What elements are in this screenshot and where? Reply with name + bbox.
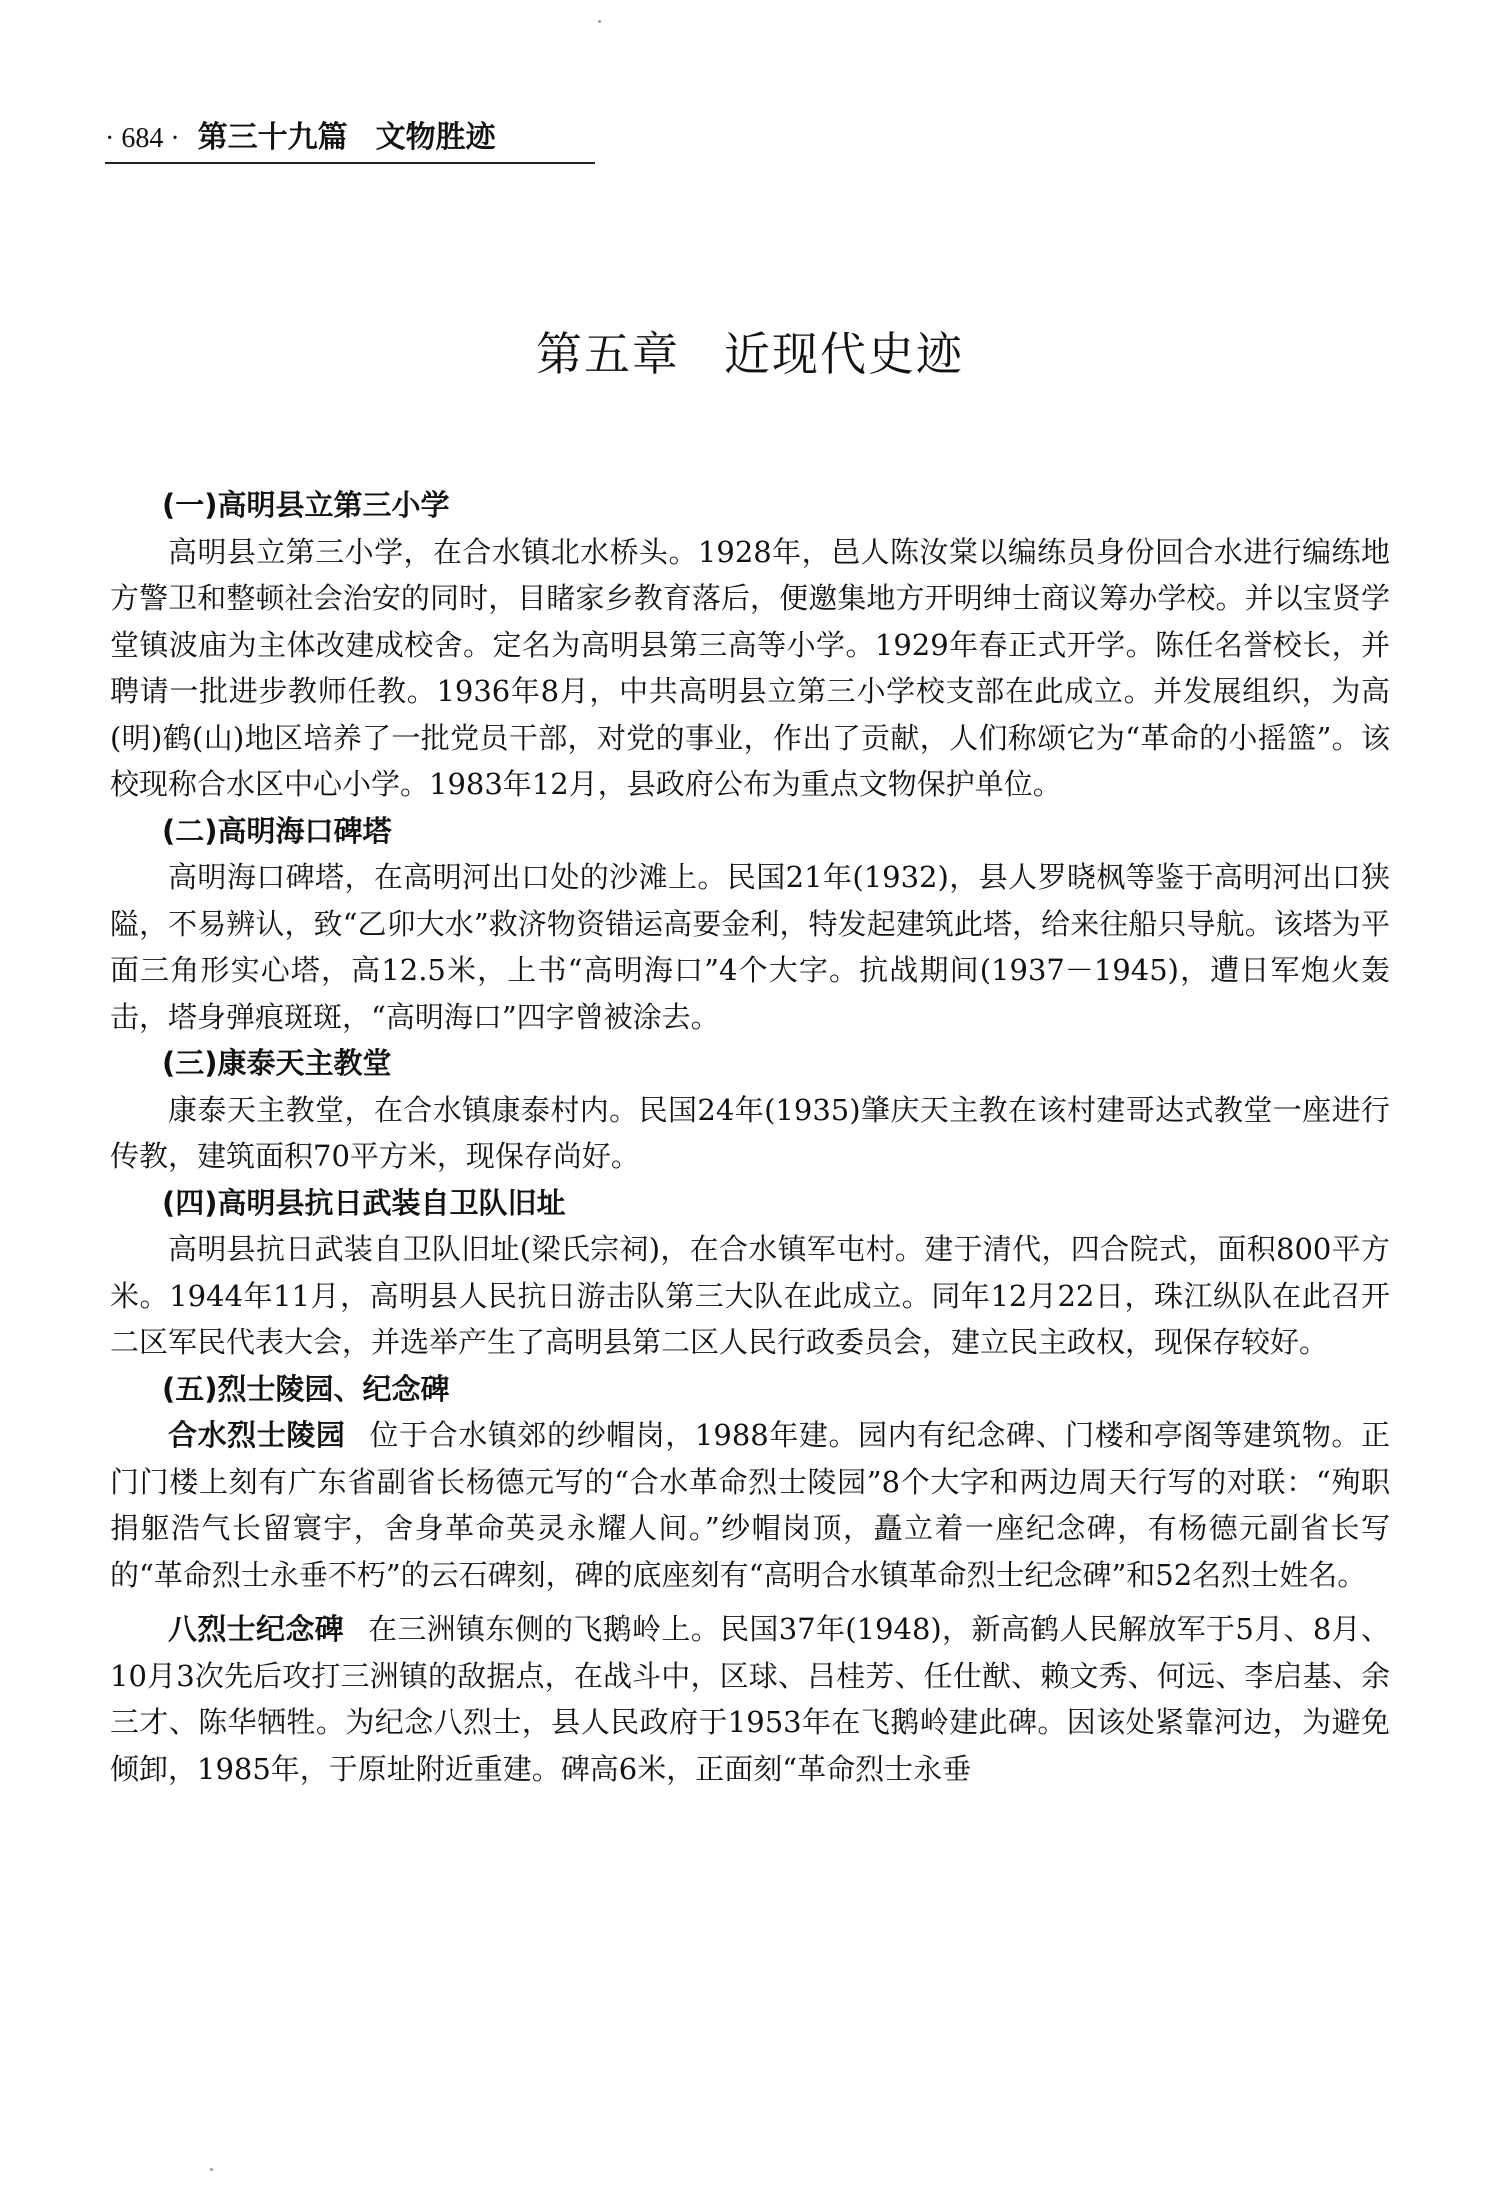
part-name: 文物胜迹 bbox=[375, 120, 496, 155]
section-2 bbox=[110, 808, 1390, 1041]
section-1 bbox=[110, 482, 1390, 808]
section-paragraph: 高明县抗日武装自卫队旧址(梁氏宗祠)，在合水镇军屯村。建于清代，四合院式，面积800平方米。1944年11月，高明县人民抗日游击队第三大队在此成立。同年12月22日，珠江纵队在此召开二区军民代表大会，并选举产生了高明县第二区人民行政委员会，建立民主政权，现保存较好。 bbox=[110, 1232, 1390, 1359]
subsection-lead: 合水烈士陵园 bbox=[168, 1418, 346, 1452]
section-heading: (五)烈士陵园、纪念碑 bbox=[162, 1371, 450, 1406]
section-heading: (二)高明海口碑塔 bbox=[162, 813, 392, 848]
chapter-number: 第五章 bbox=[536, 327, 680, 381]
scan-speck bbox=[210, 2168, 213, 2171]
subsection-paragraph bbox=[110, 1606, 1390, 1792]
part-title: 第三十九篇 bbox=[197, 120, 348, 155]
chapter-name: 近现代史迹 bbox=[724, 327, 964, 381]
section-4 bbox=[110, 1180, 1390, 1366]
section-3 bbox=[110, 1040, 1390, 1180]
section-heading: (一)高明县立第三小学 bbox=[162, 488, 450, 522]
scan-speck bbox=[598, 20, 601, 23]
chapter-body bbox=[110, 482, 1390, 1792]
section-paragraph: 康泰天主教堂，在合水镇康泰村内。民国24年(1935)肇庆天主教在该村建哥达式教堂一座进行传教，建筑面积70平方米，现保存尚好。 bbox=[110, 1092, 1390, 1173]
section-heading: (四)高明县抗日武装自卫队旧址 bbox=[162, 1185, 566, 1220]
section-heading: (三)康泰天主教堂 bbox=[162, 1046, 392, 1080]
page-number: · 684 · bbox=[105, 123, 180, 154]
subsection-text: 位于合水镇郊的纱帽岗，1988年建。园内有纪念碑、门楼和亭阁等建筑物。正门门楼上刻有广东省副省长杨德元写的“合水革命烈士陵园”8个大字和两边周天行写的对联：“殉职捐躯浩气长留寰宇，舍身革命英灵永耀人间。”纱帽岗顶，矗立着一座纪念碑，有杨德元副省长写的“革命烈士永垂不朽”的云石碑刻，碑的底座刻有“高明合水镇革命烈士纪念碑”和52名烈士姓名。 bbox=[110, 1418, 1390, 1592]
subsection-paragraph bbox=[110, 1412, 1390, 1598]
chapter-title bbox=[0, 318, 1500, 384]
subsection-lead: 八烈士纪念碑 bbox=[168, 1612, 345, 1646]
subsection-text: 在三洲镇东侧的飞鹅岭上。民国37年(1948)，新高鹤人民解放军于5月、8月、10月3次先后攻打三洲镇的敌据点，在战斗中，区球、吕桂芳、任仕猷、赖文秀、何远、李启基、余三才、陈华牺牲。为纪念八烈士，县人民政府于1953年在飞鹅岭建此碑。因该处紧靠河边，为避免倾卸，1985年，于原址附近重建。碑高6米，正面刻“革命烈士永垂 bbox=[110, 1612, 1390, 1786]
section-paragraph: 高明海口碑塔，在高明河出口处的沙滩上。民国21年(1932)，县人罗晓枫等鉴于高明河出口狭隘，不易辨认，致“乙卯大水”救济物资错运高要金利，特发起建筑此塔，给来往船只导航。该塔为平面三角形实心塔，高12.5米，上书“高明海口”4个大字。抗战期间(1937－1945)，遭日军炮火轰击，塔身弹痕斑斑，“高明海口”四字曾被涂去。 bbox=[110, 860, 1390, 1034]
running-header bbox=[105, 118, 595, 164]
section-5 bbox=[110, 1366, 1390, 1793]
section-paragraph: 高明县立第三小学，在合水镇北水桥头。1928年，邑人陈汝棠以编练员身份回合水进行编练地方警卫和整顿社会治安的同时，目睹家乡教育落后，便邀集地方开明绅士商议筹办学校。并以宝贤学堂镇波庙为主体改建成校舍。定名为高明县第三高等小学。1929年春正式开学。陈任名誉校长，并聘请一批进步教师任教。1936年8月，中共高明县立第三小学校支部在此成立。并发展组织，为高(明)鹤(山)地区培养了一批党员干部，对党的事业，作出了贡献，人们称颂它为“革命的小摇篮”。该校现称合水区中心小学。1983年12月，县政府公布为重点文物保护单位。 bbox=[110, 534, 1390, 801]
